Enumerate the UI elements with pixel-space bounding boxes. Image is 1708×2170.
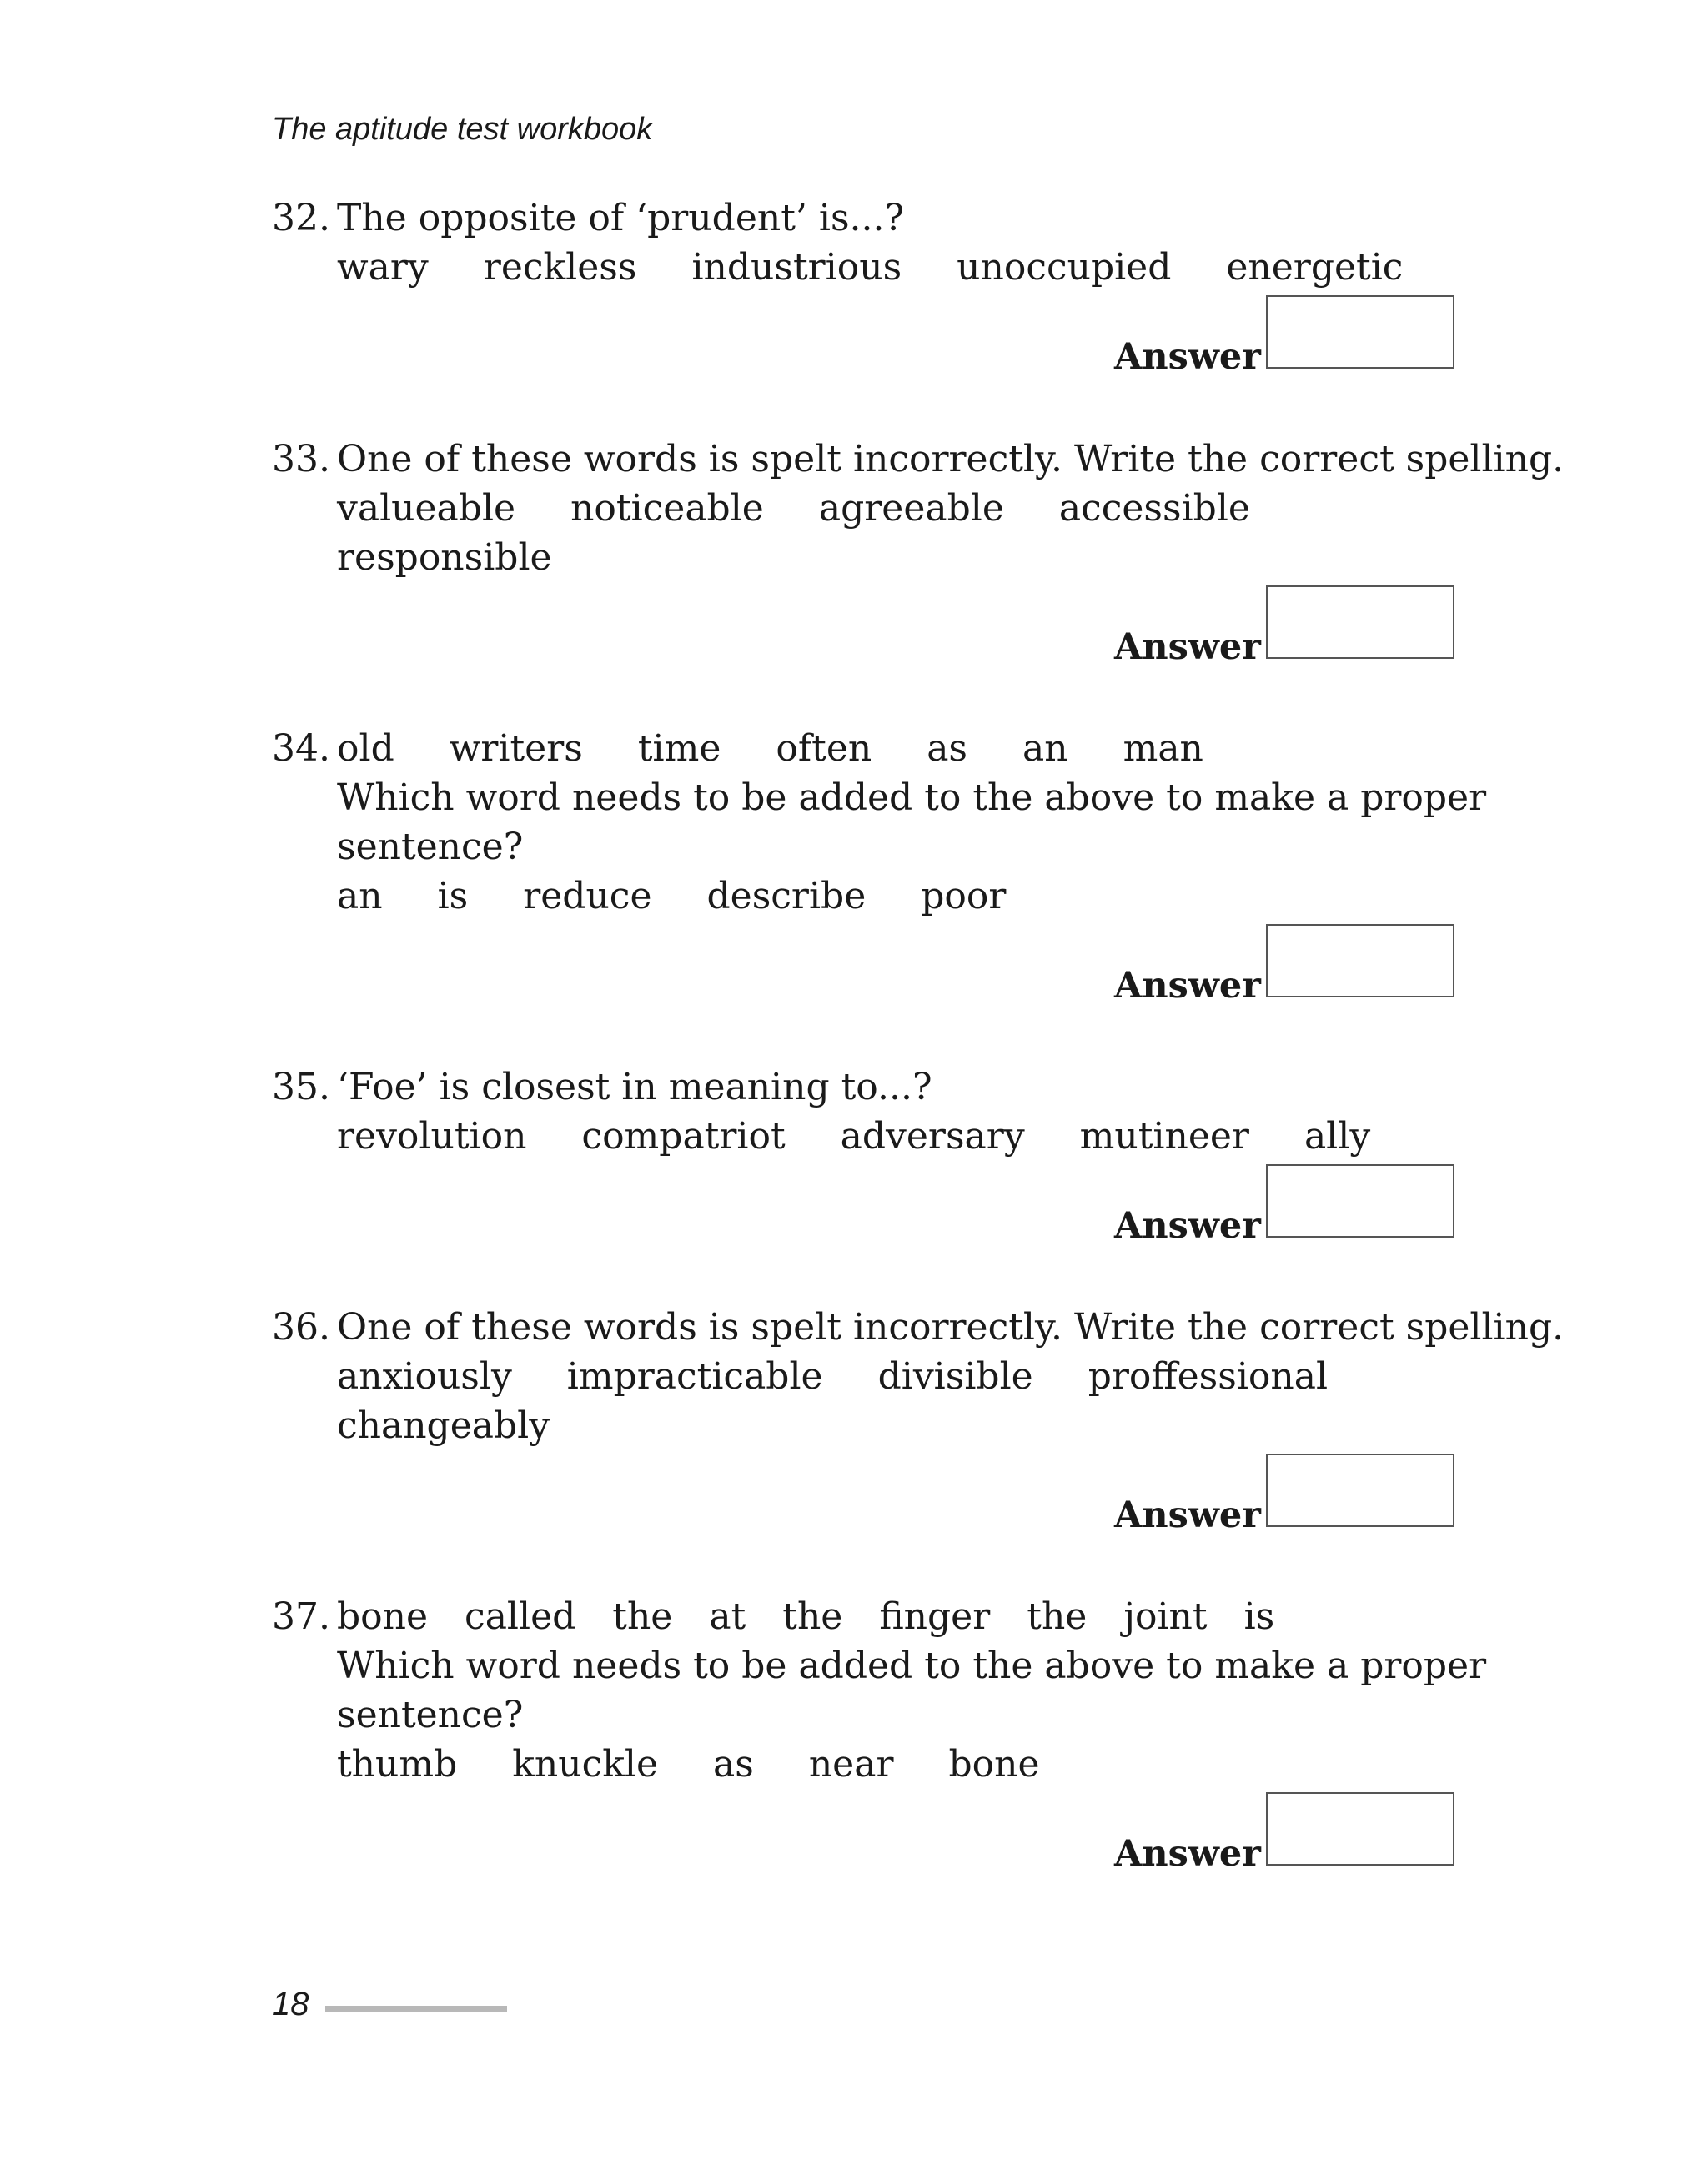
- option: reduce: [523, 875, 652, 917]
- option: proffessional: [1088, 1355, 1329, 1398]
- option: an: [337, 875, 383, 917]
- answer-box-32[interactable]: [1266, 295, 1454, 369]
- answer-label: Answer: [1114, 336, 1261, 378]
- jumbled-word: often: [776, 727, 872, 770]
- question-number: 32.: [272, 197, 330, 239]
- option: divisible: [877, 1355, 1033, 1398]
- option: energetic: [1226, 246, 1404, 289]
- jumbled-word: at: [709, 1595, 746, 1638]
- option: impracticable: [566, 1355, 823, 1398]
- answer-options: [337, 1740, 1473, 1789]
- question-number: 34.: [272, 727, 330, 770]
- question-text: sentence?: [337, 826, 524, 868]
- jumbled-word: joint: [1123, 1595, 1208, 1638]
- option: thumb: [337, 1743, 458, 1786]
- question-36: [272, 1303, 1565, 1450]
- footer-rule: [325, 2006, 507, 2012]
- answer-options: [337, 1352, 1473, 1401]
- question-37: [272, 1592, 1487, 1789]
- answer-box-36[interactable]: [1266, 1454, 1454, 1527]
- answer-options: [337, 243, 1473, 292]
- question-text: Which word needs to be added to the above to make a proper: [337, 1645, 1487, 1687]
- option: industrious: [691, 246, 902, 289]
- question-34: [272, 724, 1487, 921]
- option: as: [713, 1743, 754, 1786]
- question-number: 35.: [272, 1066, 330, 1108]
- question-32: [272, 193, 1473, 292]
- option: noticeable: [570, 487, 764, 530]
- jumbled-word: the: [612, 1595, 673, 1638]
- option: responsible: [337, 536, 552, 579]
- answer-options: [337, 533, 1473, 582]
- answer-box-37[interactable]: [1266, 1792, 1454, 1866]
- option: wary: [337, 246, 429, 289]
- question-number: 36.: [272, 1306, 330, 1349]
- answer-box-33[interactable]: [1266, 585, 1454, 659]
- jumbled-word: old: [337, 727, 394, 770]
- answer-options: [337, 1401, 1473, 1450]
- option: knuckle: [512, 1743, 659, 1786]
- jumbled-words: [337, 1592, 1473, 1641]
- question-35: [272, 1062, 1473, 1161]
- option: ally: [1304, 1115, 1371, 1158]
- option: revolution: [337, 1115, 527, 1158]
- answer-box-34[interactable]: [1266, 924, 1454, 997]
- answer-options: [337, 484, 1473, 533]
- jumbled-word: the: [782, 1595, 843, 1638]
- jumbled-word: the: [1027, 1595, 1088, 1638]
- answer-label: Answer: [1114, 965, 1261, 1007]
- answer-options: [337, 872, 1473, 921]
- option: mutineer: [1079, 1115, 1249, 1158]
- question-text: One of these words is spelt incorrectly. Write the correct spelling.: [337, 438, 1565, 480]
- option: describe: [706, 875, 867, 917]
- question-text: ‘Foe’ is closest in meaning to...?: [337, 1066, 932, 1108]
- question-number: 37.: [272, 1595, 330, 1638]
- option: is: [437, 875, 469, 917]
- question-text: The opposite of ‘prudent’ is...?: [337, 197, 905, 239]
- answer-label: Answer: [1114, 1833, 1261, 1875]
- question-text: One of these words is spelt incorrectly. Write the correct spelling.: [337, 1306, 1565, 1349]
- jumbled-word: time: [637, 727, 721, 770]
- answer-label: Answer: [1114, 626, 1261, 668]
- jumbled-word: bone: [337, 1595, 429, 1638]
- question-33: [272, 435, 1565, 582]
- option: unoccupied: [957, 246, 1172, 289]
- jumbled-word: finger: [879, 1595, 991, 1638]
- jumbled-word: is: [1243, 1595, 1275, 1638]
- question-number: 33.: [272, 438, 330, 480]
- option: bone: [948, 1743, 1040, 1786]
- option: accessible: [1058, 487, 1250, 530]
- option: agreeable: [818, 487, 1004, 530]
- jumbled-word: an: [1022, 727, 1068, 770]
- jumbled-words: [337, 724, 1473, 773]
- question-text: Which word needs to be added to the above to make a proper: [337, 776, 1487, 819]
- option: poor: [921, 875, 1007, 917]
- option: valueable: [337, 487, 516, 530]
- jumbled-word: as: [927, 727, 968, 770]
- option: anxiously: [337, 1355, 512, 1398]
- option: changeably: [337, 1404, 550, 1447]
- option: reckless: [483, 246, 637, 289]
- option: compatriot: [581, 1115, 786, 1158]
- option: near: [808, 1743, 894, 1786]
- page-number: 18: [272, 1986, 309, 2022]
- jumbled-word: man: [1123, 727, 1203, 770]
- option: adversary: [840, 1115, 1025, 1158]
- answer-label: Answer: [1114, 1494, 1261, 1536]
- jumbled-word: called: [465, 1595, 576, 1638]
- answer-label: Answer: [1114, 1205, 1261, 1247]
- jumbled-word: writers: [449, 727, 583, 770]
- answer-box-35[interactable]: [1266, 1164, 1454, 1238]
- answer-options: [337, 1112, 1473, 1161]
- question-text: sentence?: [337, 1694, 524, 1736]
- running-head: The aptitude test workbook: [272, 112, 653, 147]
